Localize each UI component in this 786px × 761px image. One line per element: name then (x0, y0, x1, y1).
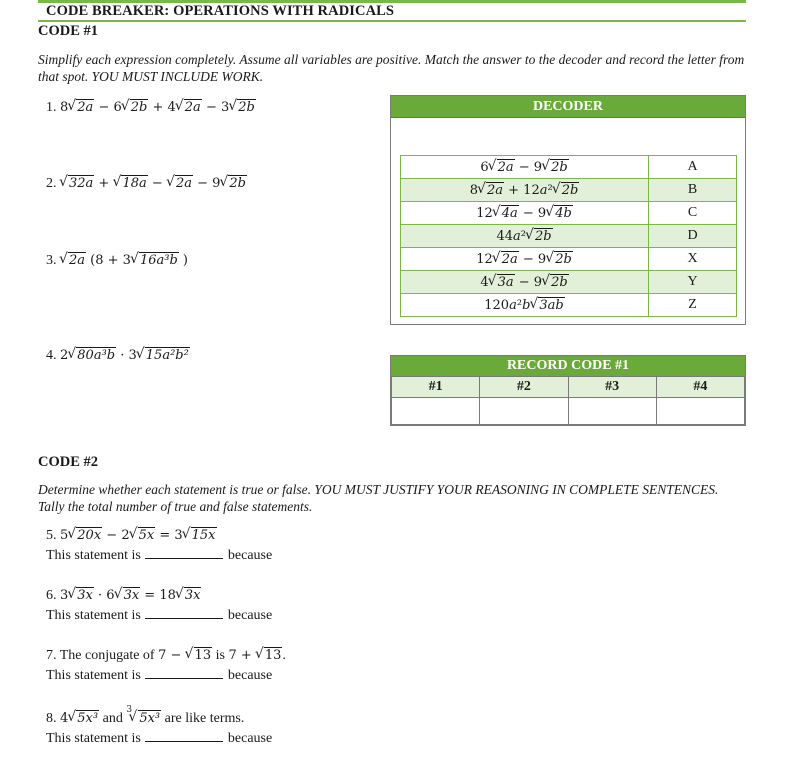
problem-7-math: The conjugate of 7 − √ 13 is 7 + √ 13. (60, 648, 286, 663)
statement-line-5 (46, 548, 272, 564)
record-code-panel (390, 355, 746, 426)
problem-3 (46, 253, 188, 269)
decoder-letter: Y (649, 271, 737, 294)
record-col-label: #1 (392, 377, 480, 398)
code1-heading: CODE #1 (38, 23, 99, 39)
decoder-letter: X (649, 248, 737, 271)
code2-instructions: Determine whether each statement is true or false. YOU MUST JUSTIFY YOUR REASONING IN COMPLETE SENTENCES. Tally the total number of true and false statements. (38, 482, 719, 514)
decoder-letter: D (649, 225, 737, 248)
statement-line-8 (46, 731, 272, 747)
decoder-table (400, 155, 737, 317)
problem-1-math: 8√ 2a − 6√ 2b + 4√ 2a − 3√ 2b (60, 100, 256, 115)
decoder-letter: B (649, 179, 737, 202)
decoder-row (401, 179, 737, 202)
problem-6-math: 3√ 3x · 6√ 3x = 18√ 3x (60, 588, 201, 603)
problem-3-math: √ 2a (8 + 3√ 16a³b ) (60, 253, 188, 268)
problem-number: 1. (46, 100, 57, 115)
statement-prefix: This statement is (46, 668, 141, 683)
statement-line-7 (46, 668, 272, 684)
statement-suffix: because (227, 668, 273, 683)
statement-prefix: This statement is (46, 548, 141, 563)
decoder-letter: A (649, 156, 737, 179)
problem-5 (46, 528, 217, 544)
record-col-label: #4 (656, 377, 744, 398)
decoder-expr: 12√ 2a − 9√ 2b (401, 248, 649, 271)
title-rule (38, 20, 746, 22)
problem-number: 7. (46, 648, 57, 663)
problem-8 (46, 705, 245, 727)
problem-number: 6. (46, 588, 57, 603)
decoder-row (401, 271, 737, 294)
decoder-row (401, 225, 737, 248)
decoder-panel (390, 95, 746, 325)
problem-number: 4. (46, 348, 57, 363)
decoder-row (401, 156, 737, 179)
decoder-expr: 6√ 2a − 9√ 2b (401, 156, 649, 179)
decoder-letter: C (649, 202, 737, 225)
decoder-expr: 4√ 3a − 9√ 2b (401, 271, 649, 294)
code1-instructions: Simplify each expression completely. Assume all variables are positive. Match the answer to the decoder and record the letter from that spot. YOU MUST INCLUDE WORK. (38, 52, 745, 84)
problem-6 (46, 588, 201, 604)
problem-2-math: √ 32a + √ 18a − √ 2a − 9√ 2b (60, 176, 247, 191)
record-table (391, 376, 745, 425)
decoder-expr: 120a²b√ 3ab (401, 294, 649, 317)
statement-suffix: because (227, 548, 273, 563)
problem-7 (46, 648, 286, 664)
decoder-expr: 44a²√ 2b (401, 225, 649, 248)
record-answer-box[interactable] (568, 398, 656, 425)
decoder-expr: 8√ 2a + 12a²√ 2b (401, 179, 649, 202)
problem-number: 5. (46, 528, 57, 543)
decoder-row (401, 202, 737, 225)
problem-number: 3. (46, 253, 57, 268)
problem-4 (46, 348, 190, 364)
problem-number: 8. (46, 711, 57, 726)
record-answer-box[interactable] (656, 398, 744, 425)
record-answer-box[interactable] (392, 398, 480, 425)
problem-1 (46, 100, 256, 116)
decoder-expr: 12√ 4a − 9√ 4b (401, 202, 649, 225)
record-title: RECORD CODE #1 (391, 356, 745, 376)
answer-blank[interactable] (145, 558, 223, 559)
answer-blank[interactable] (145, 741, 223, 742)
decoder-letter: Z (649, 294, 737, 317)
worksheet-title: CODE BREAKER: OPERATIONS WITH RADICALS (46, 3, 395, 19)
problem-4-math: 2√ 80a³b · 3√ 15a²b² (60, 348, 190, 363)
decoder-row (401, 294, 737, 317)
statement-prefix: This statement is (46, 608, 141, 623)
statement-prefix: This statement is (46, 731, 141, 746)
decoder-row (401, 248, 737, 271)
record-col-label: #2 (480, 377, 568, 398)
problem-number: 2. (46, 176, 57, 191)
answer-blank[interactable] (145, 618, 223, 619)
code2-heading: CODE #2 (38, 454, 99, 470)
statement-suffix: because (227, 731, 273, 746)
statement-line-6 (46, 608, 272, 624)
problem-8-math: 4√ 5x³ and √ 3 5x³ are like terms. (60, 711, 244, 726)
problem-5-math: 5√ 20x − 2√ 5x = 3√ 15x (60, 528, 217, 543)
decoder-title: DECODER (391, 96, 745, 118)
problem-2 (46, 176, 247, 192)
answer-blank[interactable] (145, 678, 223, 679)
record-col-label: #3 (568, 377, 656, 398)
record-answer-box[interactable] (480, 398, 568, 425)
statement-suffix: because (227, 608, 273, 623)
